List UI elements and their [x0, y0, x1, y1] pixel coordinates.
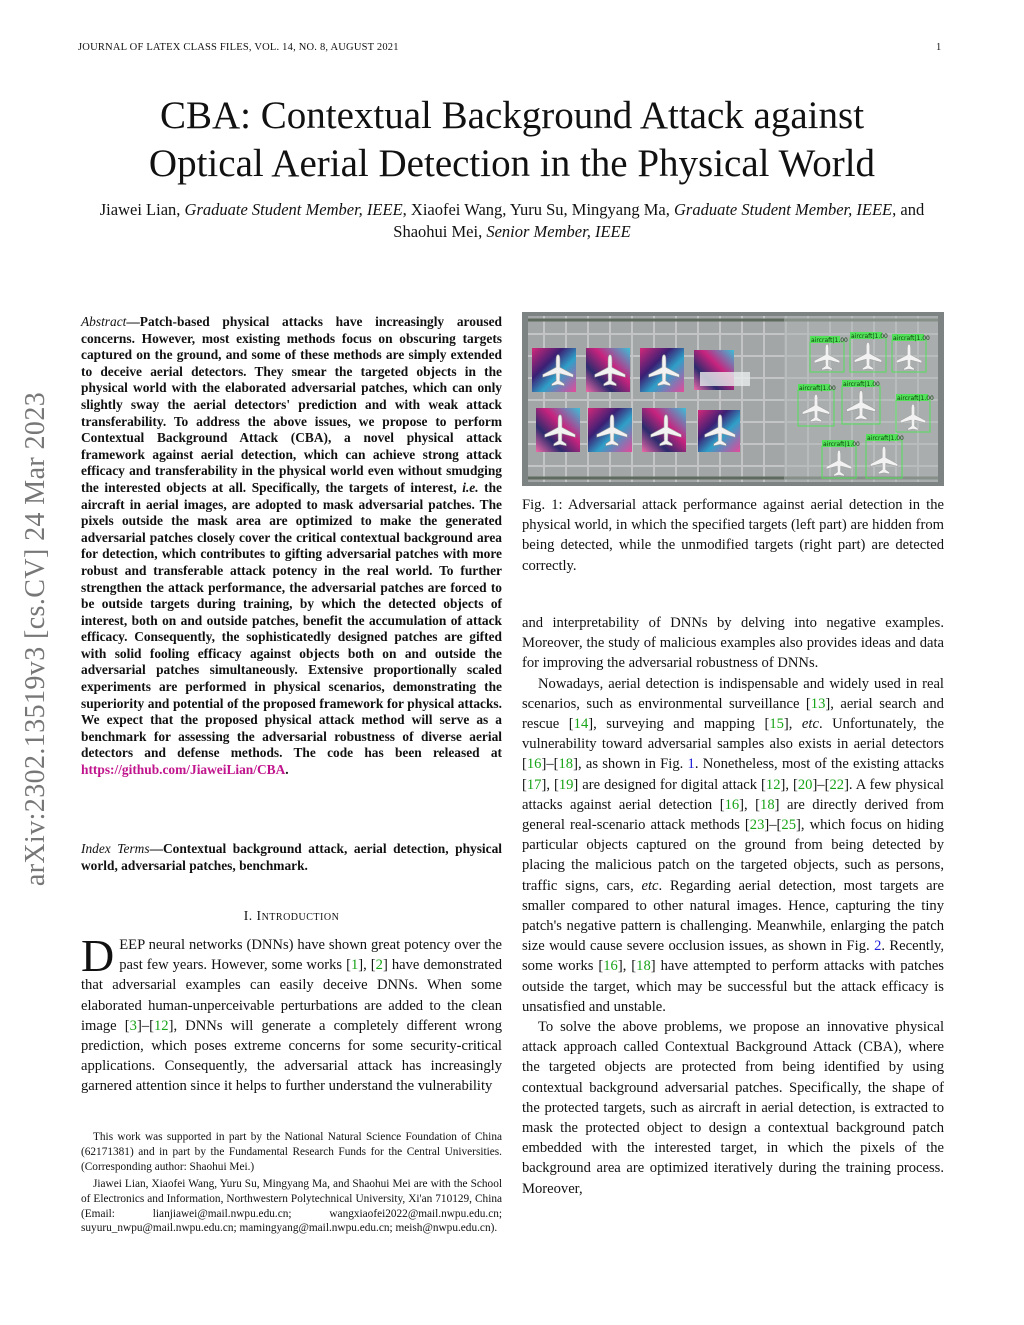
- footnote-funding: This work was supported in part by the National Natural Science Foundation of China (62171381) and in part by the Fundamental Research Funds for the Central Universities. (Corresponding author: Shaohui Mei.): [81, 1131, 502, 1173]
- citation[interactable]: 1: [350, 957, 359, 974]
- footnotes: [81, 1130, 502, 1236]
- citation[interactable]: 3: [129, 1017, 137, 1034]
- abstract-lead: Abstract: [81, 314, 127, 329]
- detection-label: aircraft|1.00: [867, 435, 904, 442]
- figure-ref[interactable]: 2: [874, 938, 882, 955]
- citation[interactable]: 14: [573, 716, 589, 733]
- citation[interactable]: 20: [797, 776, 813, 793]
- detection-label: aircraft|1.00: [897, 395, 934, 402]
- drop-cap: D: [81, 930, 115, 981]
- detection-label: aircraft|1.00: [893, 335, 930, 342]
- figure-1-caption: Fig. 1: Adversarial attack performance against aerial detection in the physical world, in which the specified targets (left part) are hidden from being detected, while the unmodified targets (right part) are detected correctly.: [522, 497, 944, 574]
- footnote-affiliation: Jiawei Lian, Xiaofei Wang, Yuru Su, Mingyang Ma, and Shaohui Mei are with the School of Electronics and Information, Northwestern Polytechnical University, Xi'an 710129, China (Email: lianjiawei@mail.nwpu.edu.cn; wangxiaofei2022@mail.nwpu.edu.cn; suyuru_nwpu@mail.nwpu.edu.cn; mamingyang@mail.nwpu.edu.cn; meish@nwpu.edu.cn).: [81, 1177, 502, 1235]
- figure-1-image: [522, 312, 944, 486]
- page-number: 1: [936, 42, 942, 53]
- citation[interactable]: 16: [526, 756, 542, 773]
- title-line-2: Optical Aerial Detection in the Physical World: [148, 142, 876, 185]
- paper-title: [80, 92, 944, 188]
- detection-label: aircraft|1.00: [811, 337, 848, 344]
- paragraph: and interpretability of DNNs by delving into negative examples. Moreover, the study of malicious examples also provides ideas and data for improving the adversarial robustness of DNNs.: [522, 615, 944, 672]
- right-column-text: [522, 613, 944, 1199]
- aerial-scene: [522, 312, 944, 486]
- citation[interactable]: 12: [153, 1017, 169, 1034]
- arxiv-stamp: arXiv:2302.13519v3 [cs.CV] 24 Mar 2023: [20, 391, 51, 887]
- index-terms: Index Terms—Contextual background attack, aerial detection, physical world, adversarial patches, benchmark.: [81, 841, 502, 873]
- citation[interactable]: 16: [603, 958, 618, 975]
- citation[interactable]: 16: [724, 796, 740, 813]
- running-header: JOURNAL OF LATEX CLASS FILES, VOL. 14, NO. 8, AUGUST 2021: [78, 42, 399, 53]
- title-line-1: CBA: Contextual Background Attack against: [159, 94, 865, 137]
- paragraph: Nowadays, aerial detection is indispensable and widely used in real scenarios, such as environmental surveillance [13], aerial search and rescue [14], surveying and mapping [15], etc. Unfortunately, the vulnerability toward adversarial samples also exists in aerial detectors [16]–[18], as shown in Fig. 1. Nonetheless, most of the existing attacks [17], [19] are designed for digital attack [12], [20]–[22]. A few physical attacks against aerial detection [16], [18] are directly derived from general real-scenario attack methods [23]–[25], which focus on hiding particular objects captured on the ground from being detected by placing the malicious patch on the targeted objects, such as persons, traffic signs, cars, etc. Regarding aerial detection, most targets are smaller compared to other natural images. Hence, capturing the tiny patch's negative pattern is challenging. Meanwhile, enlarging the patch size would cause severe occlusion issues, as shown in Fig. 2. Recently, some works [16], [18] have attempted to perform attacks with patches outside the target, which may be successful but the attack efficacy is unsatisfied and unstable.: [522, 675, 945, 1015]
- citation[interactable]: 25: [781, 817, 796, 834]
- citation[interactable]: 18: [760, 796, 775, 813]
- citation[interactable]: 18: [636, 958, 651, 975]
- section-heading: I. Introduction: [243, 908, 340, 923]
- citation[interactable]: 17: [526, 776, 542, 793]
- citation[interactable]: 15: [769, 716, 784, 733]
- paragraph: To solve the above problems, we propose an innovative physical attack approach called Contextual Background Attack (CBA), where the targeted objects are protected from being identified by using contextual background adversarial patches. Specifically, the shape of the protected targets, such as aircraft in aerial detection, is extracted to mask the protected object to design a contextual background patch embedded with the interested target, in which the pixels of the background area are optimized iteratively during the training process. Moreover,: [522, 1019, 944, 1197]
- detection-label: aircraft|1.00: [843, 381, 880, 388]
- citation[interactable]: 12: [765, 776, 781, 793]
- code-link[interactable]: https://github.com/JiaweiLian/CBA: [81, 762, 286, 778]
- citation[interactable]: 18: [558, 756, 574, 773]
- citation[interactable]: 23: [749, 817, 765, 834]
- detection-label: aircraft|1.00: [851, 333, 888, 340]
- citation[interactable]: 22: [829, 776, 845, 793]
- citation[interactable]: 13: [810, 695, 826, 712]
- figure-ref[interactable]: 1: [687, 756, 695, 773]
- intro-paragraph: DEEP neural networks (DNNs) have shown great potency over the past few years. However, some works [1], [2] have demonstrated that adversarial examples can easily deceive DNNs. When some elaborated human-unperceivable perturbations are added to the clean image [3]–[12], DNNs will generate a completely different wrong prediction, which poses extreme concerns for some security-critical applications. Consequently, the adversarial attack has increasingly garnered attention since it helps to further understand the vulnerability: [81, 930, 502, 1095]
- detection-label: aircraft|1.00: [823, 441, 860, 448]
- citation[interactable]: 2: [375, 957, 383, 974]
- citation[interactable]: 19: [558, 776, 574, 793]
- abstract: Abstract—Patch-based physical attacks have increasingly aroused concerns. However, most existing methods focus on obscuring targets captured on the ground, and some of these methods are simply extended to deceive aerial detectors. They smear the targeted objects in the physical world with the elaborated adversarial patches, which can only slightly sway the aerial detectors' prediction and with weak attack transferability. To address the above issues, we propose to perform Contextual Background Attack (CBA), a novel physical attack framework against aerial detection, which can achieve strong attack efficacy and transferability in the physical world even without smudging the interested objects at all. Specifically, the targets of interest, i.e. the aircraft in aerial images, are adopted to mask adversarial patches. The pixels outside the mask area are optimized to make the generated adversarial patches closely cover the critical contextual background area for detection, which contributes to gifting adversarial patches with more robust and transferable attack potency in the real world. To further strengthen the attack performance, the adversarial patches are forced to be outside targets during training, by which the detected objects of interest, both on and outside patches, benefit the accumulation of attack efficacy. Consequently, the sophisticatedly designed patches are gifted with solid fooling efficacy against objects both on and outside the adversarial patches simultaneously. Extensive proportionally scaled experiments are performed in physical scenarios, demonstrating the superiority and potential of the proposed framework for physical attacks. We expect that the proposed physical attack method will serve as a benchmark for assessing the adversarial robustness of diverse aerial detectors and defense methods. The code has been released at https://github.com/JiaweiLian/CBA.: [81, 314, 503, 778]
- author-list: Jiawei Lian, Graduate Student Member, IEEE, Xiaofei Wang, Yuru Su, Mingyang Ma, Graduate Student Member, IEEE, and Shaohui Mei, Senior Member, IEEE: [99, 200, 925, 241]
- detection-label: aircraft|1.00: [799, 385, 836, 392]
